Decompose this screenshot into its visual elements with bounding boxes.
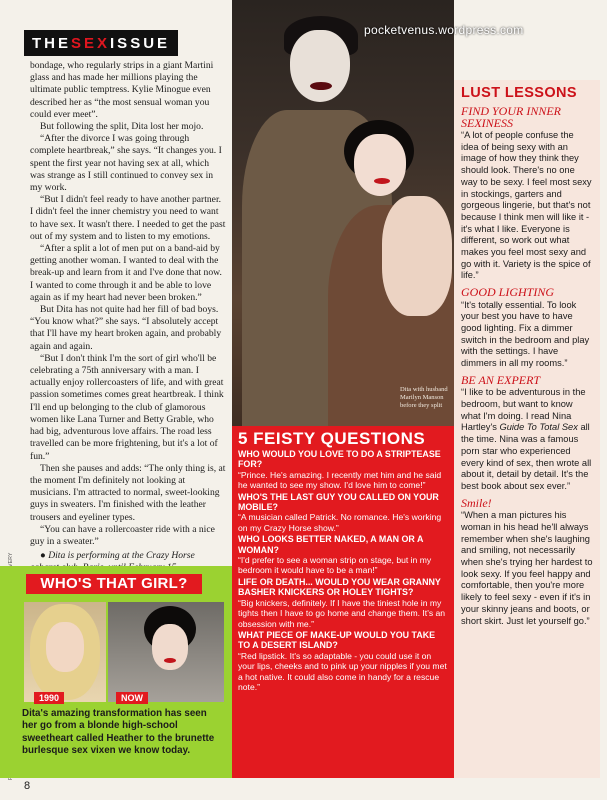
- photo-figure-man-lips: [310, 82, 332, 90]
- book-title: Guide To Total Sex: [499, 422, 578, 433]
- article-paragraph: “You can have a rollercoaster ride with a nice guy in a sweater.”: [30, 523, 215, 547]
- label-now: NOW: [116, 692, 148, 704]
- label-then: 1990: [34, 692, 64, 704]
- question: WHO'S THE LAST GUY YOU CALLED ON YOUR MOBILE?: [238, 491, 439, 513]
- lesson-body: “A lot of people confuse the idea of being sexy with an image of how they think they should look. There's no one way to be sexy. I feel most sexy in stockings, garters and gorgeous lingerie, but that's not because I think men will like it - it's what I like. Everyone is different, so work out what makes you feel most sexy and go with it. Variety is the spice of life.”: [461, 130, 592, 281]
- photo-figure-woman-lips: [374, 178, 390, 184]
- section-tag-prefix: THE: [32, 34, 71, 52]
- lesson-body: “When a man pictures his woman in his head he'll always remember when she's laughing and smiling, not necessarily when she's trying her hardest to look sexy. If you feel happy and comfortable, then you're more likely to feel sexy - even if it's in your skinny jeans and boots, or short skirt. Just let yourself go.”: [461, 510, 593, 626]
- photo-caption: Dita with husband Marilyn Manson before they split: [400, 386, 448, 409]
- lust-lessons-box: [454, 80, 600, 778]
- article-paragraph: “But I don't think I'm the sort of girl who'll be celebrating a 75th anniversary with a man. I actually enjoy rollercoasters of life, and with great passion sometimes comes great heartbreak. I think I'll end up belonging to the club of glamorous women like Lana Turner and Betty Grable, who had big, adventurous love affairs. The road less travelled can be more frightening, but it's a lot of fun.”: [30, 352, 224, 462]
- lust-lessons-title: LUST LESSONS: [461, 85, 577, 101]
- lesson-heading: Smile!: [461, 495, 492, 510]
- answer: “I'd prefer to see a woman strip on stage, but in my bedroom it would have to be a man!”: [238, 555, 432, 576]
- article-paragraph: Then she pauses and adds: “The only thing is, at the moment I'm definitely not looking at musicians. I'm attracted to normal, sweet-looking guys in sweaters. I'm finished with the leather trousers and eyeliner types.: [30, 462, 226, 523]
- question: WHO WOULD YOU LOVE TO DO A STRIPTEASE FOR?: [238, 449, 441, 470]
- whos-that-girl-box: [0, 566, 232, 778]
- section-tag-accent: SEX: [71, 34, 111, 52]
- question: WHO LOOKS BETTER NAKED, A MAN OR A WOMAN?: [238, 534, 424, 555]
- lesson-heading: BE AN EXPERT: [461, 372, 541, 387]
- section-tag: [24, 30, 178, 56]
- couple-photo: [232, 0, 454, 426]
- article-paragraph: But Dita has not quite had her fill of bad boys. “You know what?” she says. “I absolutely accept that I'll have my heart broken again, and probably again and again.: [30, 304, 222, 352]
- photo-figure-man-face: [290, 30, 350, 102]
- article-paragraph: But following the split, Dita lost her mojo.: [40, 121, 204, 133]
- whos-that-girl-title: WHO'S THAT GIRL?: [26, 574, 202, 594]
- lesson-body-part: “I like to be adventurous in the bedroom, but want to know what I'm doing. I read Nina Hartley's: [461, 387, 586, 433]
- photo-then: [24, 602, 106, 702]
- answer: “Red lipstick. It's so adaptable - you could use it on your lips, cheeks and to pink up your nipples if you met a hot native. It could also come in handy for a rescue note.”: [238, 650, 447, 692]
- photo-figure-woman-face: [354, 134, 406, 196]
- whos-that-girl-text: Dita's amazing transformation has seen her go from a blonde high-school sweetheart called Heather to the brunette burlesque sex vixen we know today.: [22, 708, 215, 757]
- photo-now: [108, 602, 224, 702]
- article-paragraph: “After the divorce I was going through complete heartbreak,” she says. “It changes you. I spent the first year not having sex at all, which was strange as I still continued to convey sex in my work.: [30, 133, 222, 194]
- answer: “Prince. He's amazing. I recently met him and he said he wanted to see my show. I'd love him to come!”: [238, 469, 442, 491]
- watermark: pocketvenus.wordpress.com: [364, 23, 524, 37]
- photo-figure-woman-arm: [382, 196, 452, 316]
- photo-now-lips: [164, 658, 176, 663]
- answer: “Big knickers, definitely. If I have the tiniest hole in my tights then I have to go home and change them. It's an obsession with me.”: [238, 597, 446, 629]
- article-paragraph: “But I didn't feel ready to have another partner. I didn't feel the inner chemistry you need to want to have sex. It wasn't there. I needed to get the past out of my system and to listen to my emotions.: [30, 194, 226, 242]
- answer: “A musician called Patrick. No romance. He's working on my Crazy Horse show.”: [238, 512, 442, 533]
- article-body: [30, 60, 226, 575]
- lesson-body-part: all the time. Nina was a famous porn star who experienced every kind of sex, then wrote all about it, detail by detail. It's the best book about sex ever.”: [461, 422, 592, 491]
- article-paragraph: “After a split a lot of men put on a band-aid by getting another woman. I wanted to deal with the break-up and learn from it and I've done that now. I wanted to come through it and be able to love again as if my heart had never been broken.”: [30, 243, 222, 303]
- photo-then-face: [46, 622, 84, 672]
- lesson-body: [461, 387, 593, 492]
- performance-note: ● Dita is performing at the Crazy Horse: [40, 550, 195, 562]
- article-paragraph: bondage, who regularly strips in a giant Martini glass and has made her millions playing the ultimate public temptress. Kylie Minogue even described her as “the most sensual woman you could ever meet”.: [30, 60, 214, 120]
- lesson-heading: FIND YOUR INNER SEXINESS: [461, 104, 561, 130]
- feisty-questions-title: 5 FEISTY QUESTIONS: [238, 429, 426, 448]
- feisty-questions-box: [232, 426, 454, 778]
- lesson-heading: GOOD LIGHTING: [461, 285, 555, 300]
- lesson-body: “It's totally essential. To look your best you have to have good lighting. Fix a dimmer switch in the bedroom and play with the settings. I have dimmers in all my rooms.”: [461, 299, 590, 369]
- question: LIFE OR DEATH... WOULD YOU WEAR GRANNY BASHER KNICKERS OR HOLEY TIGHTS?: [238, 576, 441, 598]
- page-number: 8: [24, 780, 31, 792]
- section-tag-suffix: ISSUE: [110, 34, 171, 52]
- question: WHAT PIECE OF MAKE-UP WOULD YOU TAKE TO A DESERT ISLAND?: [238, 629, 436, 651]
- photo-now-face: [152, 624, 188, 670]
